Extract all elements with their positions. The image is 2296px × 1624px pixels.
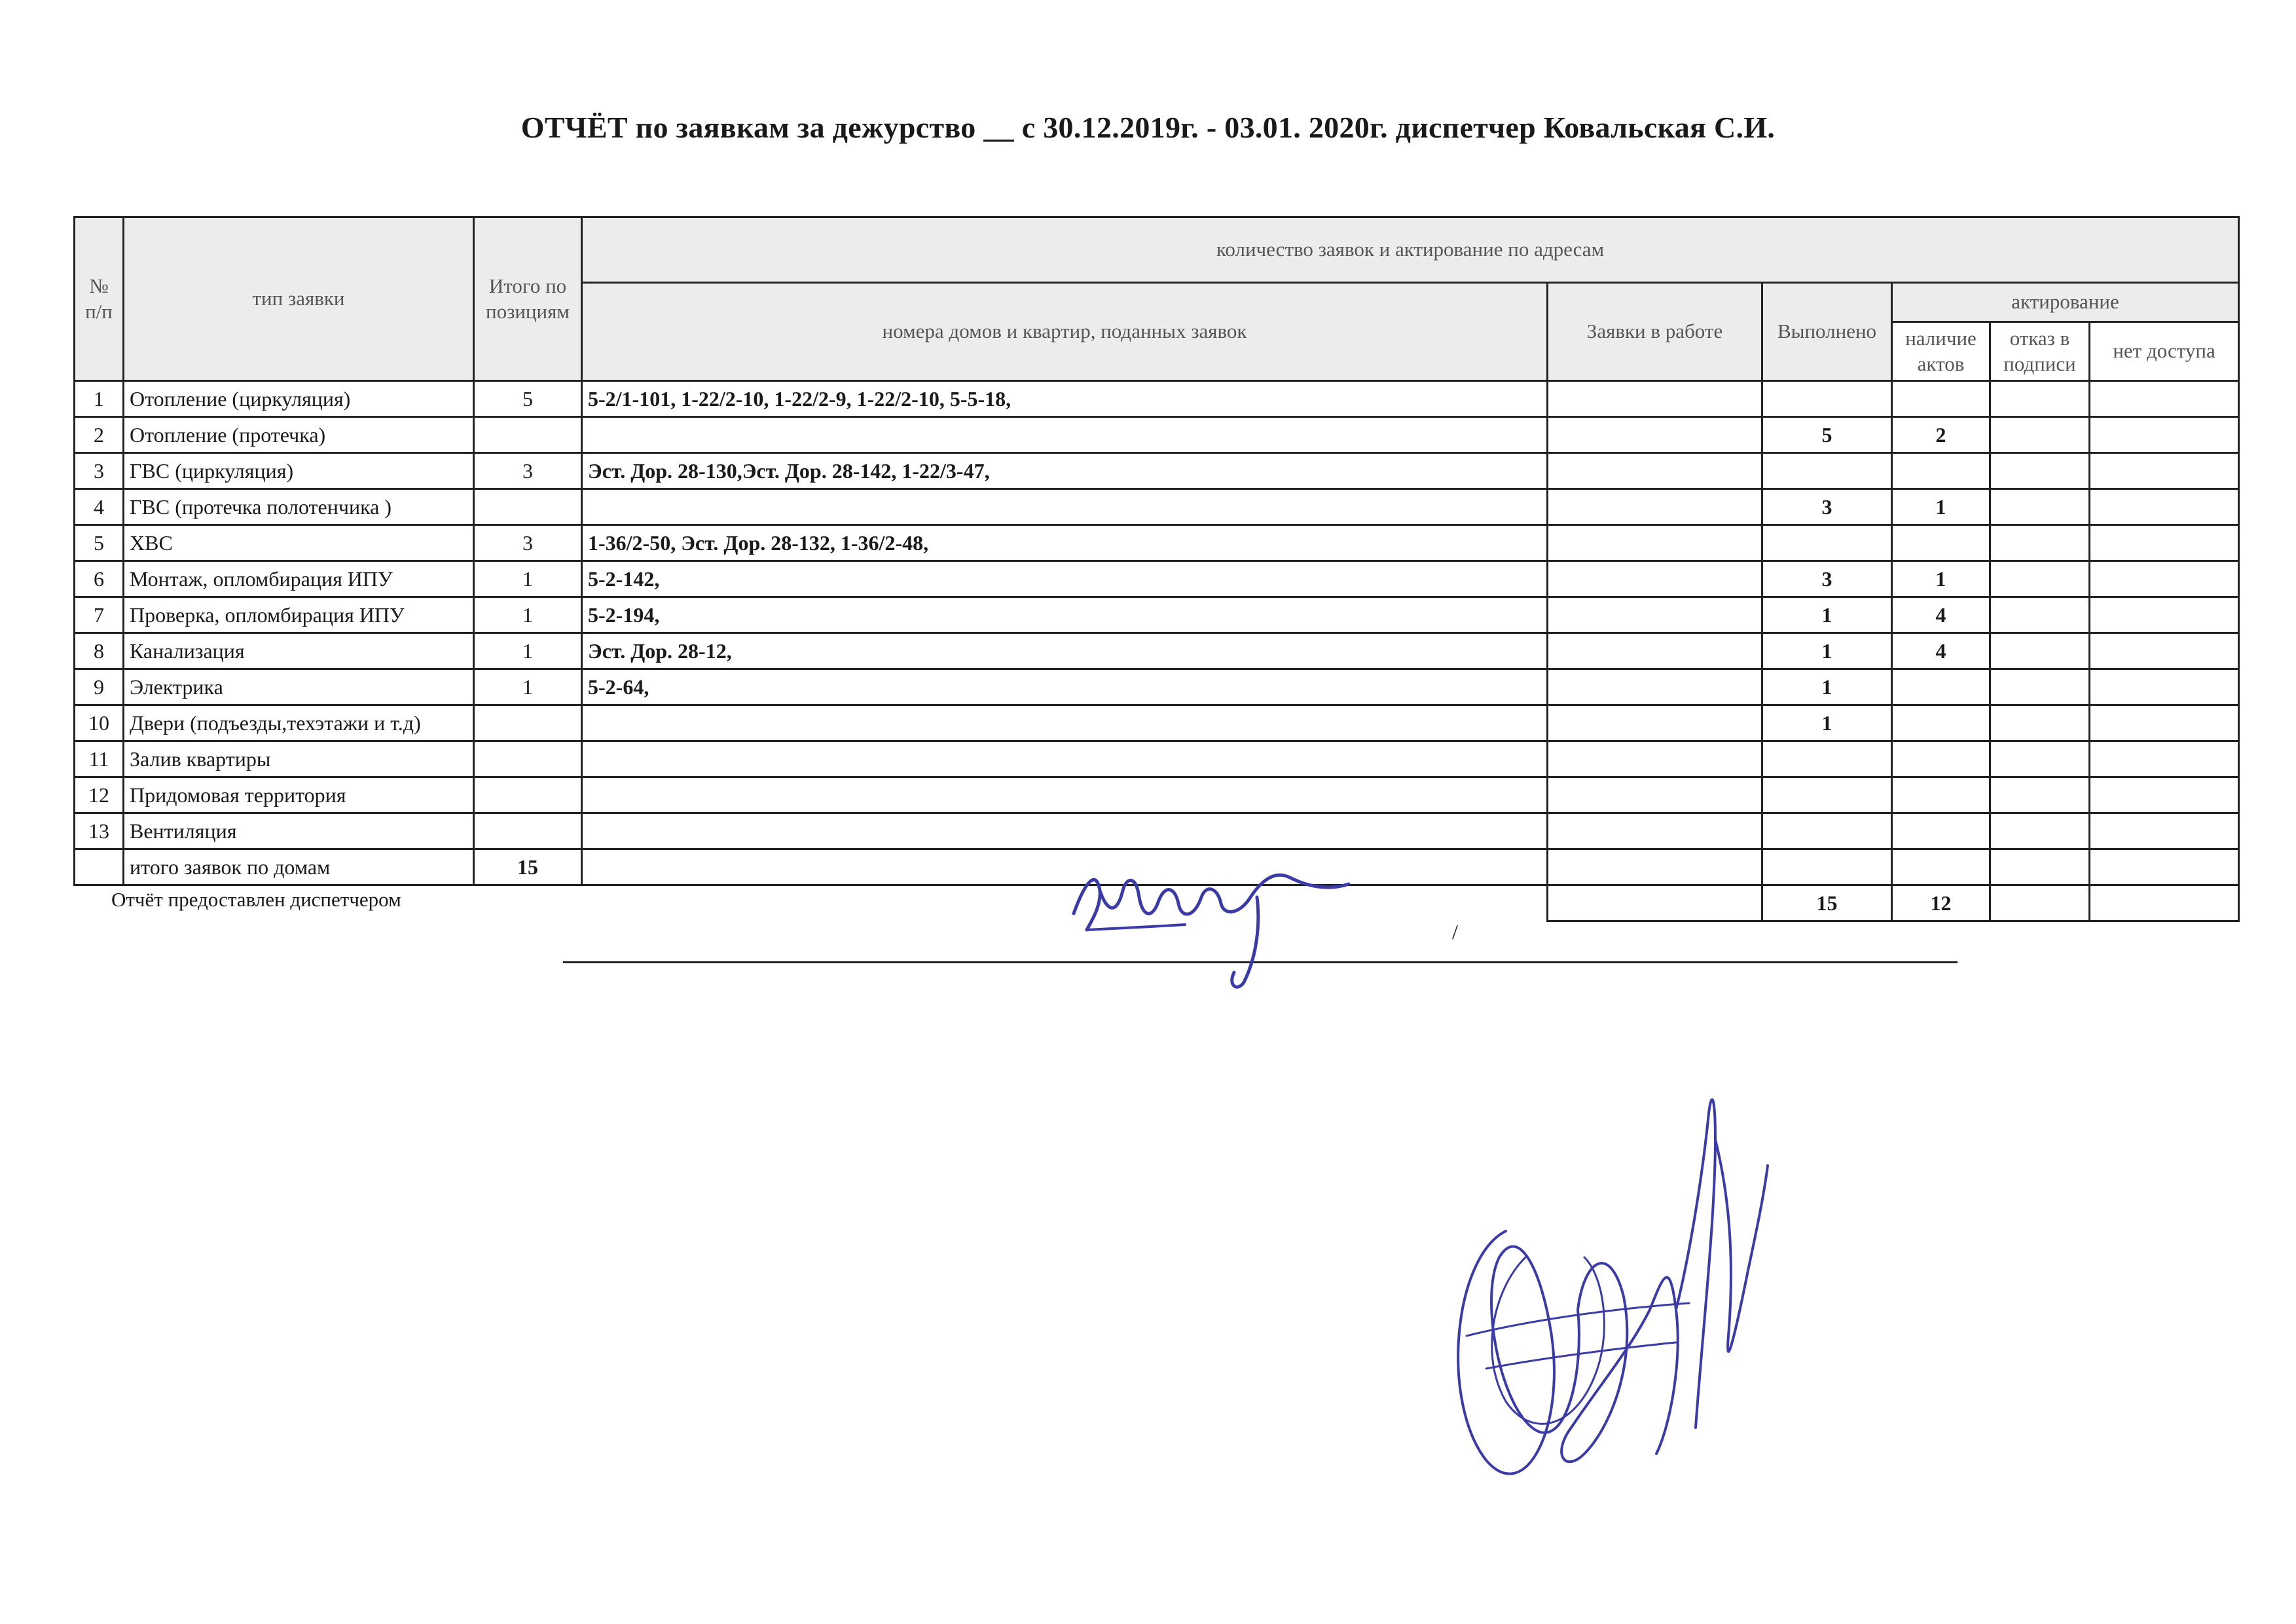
row-in-work	[1548, 453, 1762, 489]
row-addresses: Эст. Дор. 28-130,Эст. Дор. 28-142, 1-22/3-47,	[582, 453, 1548, 489]
row-addresses	[582, 489, 1548, 525]
row-done: 3	[1762, 489, 1892, 525]
handwritten-signature-1	[1061, 851, 1401, 995]
row-done	[1762, 381, 1892, 417]
row-addresses	[582, 777, 1548, 813]
row-acts	[1892, 777, 1990, 813]
row-done	[1762, 777, 1892, 813]
row-number: 5	[75, 525, 124, 561]
table-row	[75, 417, 2239, 453]
row-no-access	[2090, 669, 2239, 705]
row-type: Двери (подъезды,техэтажи и т.д)	[124, 705, 474, 741]
row-no-access	[2090, 489, 2239, 525]
final-done: 15	[1762, 885, 1892, 921]
row-no-access	[2090, 453, 2239, 489]
header-no-access: нет доступа	[2090, 322, 2239, 381]
final-refusal	[1990, 885, 2090, 921]
row-done	[1762, 453, 1892, 489]
row-in-work	[1548, 777, 1762, 813]
row-addresses: 5-2-64,	[582, 669, 1548, 705]
row-no-access	[2090, 597, 2239, 633]
row-done	[1762, 813, 1892, 849]
footer-label: Отчёт предоставлен диспетчером	[111, 888, 401, 911]
row-in-work	[1548, 813, 1762, 849]
row-refusal	[1990, 597, 2090, 633]
header-acts: наличие актов	[1892, 322, 1990, 381]
row-number: 2	[75, 417, 124, 453]
report-title: ОТЧЁТ по заявкам за дежурство __ с 30.12.2019г. - 03.01. 2020г. диспетчер Ковальская С.И.	[520, 111, 1776, 144]
table-row	[75, 669, 2239, 705]
row-refusal	[1990, 669, 2090, 705]
row-acts	[1892, 705, 1990, 741]
table-row	[75, 525, 2239, 561]
row-in-work	[1548, 489, 1762, 525]
final-acts: 12	[1892, 885, 1990, 921]
row-refusal	[1990, 705, 2090, 741]
row-addresses	[582, 741, 1548, 777]
row-no-access	[2090, 777, 2239, 813]
row-addresses: 5-2/1-101, 1-22/2-10, 1-22/2-9, 1-22/2-10, 5-5-18,	[582, 381, 1548, 417]
header-done: Выполнено	[1762, 283, 1892, 381]
row-in-work	[1548, 705, 1762, 741]
row-acts: 1	[1892, 489, 1990, 525]
row-total: 1	[474, 669, 582, 705]
row-acts	[1892, 525, 1990, 561]
row-refusal	[1990, 813, 2090, 849]
row-in-work	[1548, 669, 1762, 705]
row-in-work	[1548, 417, 1762, 453]
row-type: Проверка, опломбирация ИПУ	[124, 597, 474, 633]
table-row	[75, 633, 2239, 669]
final-no-access	[2090, 885, 2239, 921]
row-in-work	[1548, 741, 1762, 777]
totals-in-work	[1548, 849, 1762, 885]
row-addresses: Эст. Дор. 28-12,	[582, 633, 1548, 669]
row-refusal	[1990, 633, 2090, 669]
row-addresses	[582, 705, 1548, 741]
final-blank	[474, 885, 582, 921]
table-row	[75, 741, 2239, 777]
row-done: 1	[1762, 597, 1892, 633]
row-addresses	[582, 417, 1548, 453]
signature-slash: /	[1452, 920, 1458, 944]
row-no-access	[2090, 741, 2239, 777]
header-group: количество заявок и актирование по адресам	[582, 217, 2239, 283]
row-acts	[1892, 741, 1990, 777]
row-type: Электрика	[124, 669, 474, 705]
row-acts	[1892, 453, 1990, 489]
row-no-access	[2090, 561, 2239, 597]
totals-num	[75, 849, 124, 885]
row-in-work	[1548, 525, 1762, 561]
row-acts: 1	[1892, 561, 1990, 597]
row-addresses: 1-36/2-50, Эст. Дор. 28-132, 1-36/2-48,	[582, 525, 1548, 561]
row-refusal	[1990, 561, 2090, 597]
row-no-access	[2090, 705, 2239, 741]
row-number: 7	[75, 597, 124, 633]
row-done: 1	[1762, 705, 1892, 741]
row-number: 13	[75, 813, 124, 849]
row-number: 11	[75, 741, 124, 777]
header-type: тип заявки	[124, 217, 474, 381]
row-number: 3	[75, 453, 124, 489]
table-row	[75, 813, 2239, 849]
row-total: 3	[474, 525, 582, 561]
table-row	[75, 705, 2239, 741]
row-no-access	[2090, 525, 2239, 561]
totals-no-access	[2090, 849, 2239, 885]
final-in-work	[1548, 885, 1762, 921]
row-type: ГВС (циркуляция)	[124, 453, 474, 489]
table-row	[75, 561, 2239, 597]
row-refusal	[1990, 417, 2090, 453]
row-total: 1	[474, 633, 582, 669]
row-type: ХВС	[124, 525, 474, 561]
totals-acts	[1892, 849, 1990, 885]
totals-done	[1762, 849, 1892, 885]
row-done: 1	[1762, 669, 1892, 705]
row-type: Монтаж, опломбирация ИПУ	[124, 561, 474, 597]
row-total	[474, 813, 582, 849]
table-row	[75, 597, 2239, 633]
row-acts	[1892, 813, 1990, 849]
totals-label: итого заявок по домам	[124, 849, 474, 885]
row-number: 9	[75, 669, 124, 705]
row-type: Отопление (протечка)	[124, 417, 474, 453]
handwritten-signature-2	[1427, 1061, 1794, 1519]
row-refusal	[1990, 453, 2090, 489]
header-total: Итого по позициям	[474, 217, 582, 381]
row-total: 3	[474, 453, 582, 489]
row-refusal	[1990, 525, 2090, 561]
table-row	[75, 489, 2239, 525]
totals-refusal	[1990, 849, 2090, 885]
table-row	[75, 381, 2239, 417]
table-row	[75, 453, 2239, 489]
header-in-work: Заявки в работе	[1548, 283, 1762, 381]
row-type: Канализация	[124, 633, 474, 669]
row-total	[474, 417, 582, 453]
row-addresses: 5-2-142,	[582, 561, 1548, 597]
row-type: Залив квартиры	[124, 741, 474, 777]
row-total	[474, 489, 582, 525]
row-total: 5	[474, 381, 582, 417]
row-total: 1	[474, 597, 582, 633]
row-in-work	[1548, 633, 1762, 669]
row-done: 5	[1762, 417, 1892, 453]
row-total: 1	[474, 561, 582, 597]
row-no-access	[2090, 813, 2239, 849]
row-number: 6	[75, 561, 124, 597]
row-done	[1762, 741, 1892, 777]
row-total	[474, 705, 582, 741]
row-no-access	[2090, 633, 2239, 669]
row-total	[474, 777, 582, 813]
table-body	[75, 381, 2239, 849]
header-refusal: отказ в подписи	[1990, 322, 2090, 381]
row-acts	[1892, 381, 1990, 417]
row-refusal	[1990, 381, 2090, 417]
header-acting: актирование	[1892, 283, 2239, 322]
row-acts: 4	[1892, 633, 1990, 669]
row-done: 3	[1762, 561, 1892, 597]
row-addresses	[582, 813, 1548, 849]
row-no-access	[2090, 381, 2239, 417]
row-number: 12	[75, 777, 124, 813]
totals-total: 15	[474, 849, 582, 885]
row-done: 1	[1762, 633, 1892, 669]
row-in-work	[1548, 381, 1762, 417]
row-number: 8	[75, 633, 124, 669]
row-acts: 4	[1892, 597, 1990, 633]
row-type: Отопление (циркуляция)	[124, 381, 474, 417]
row-done	[1762, 525, 1892, 561]
table-row	[75, 777, 2239, 813]
row-number: 1	[75, 381, 124, 417]
row-in-work	[1548, 561, 1762, 597]
row-refusal	[1990, 777, 2090, 813]
row-acts: 2	[1892, 417, 1990, 453]
row-total	[474, 741, 582, 777]
report-table	[73, 216, 2240, 922]
row-refusal	[1990, 489, 2090, 525]
row-type: ГВС (протечка полотенчика )	[124, 489, 474, 525]
row-addresses: 5-2-194,	[582, 597, 1548, 633]
row-type: Вентиляция	[124, 813, 474, 849]
row-type: Придомовая территория	[124, 777, 474, 813]
row-number: 10	[75, 705, 124, 741]
row-acts	[1892, 669, 1990, 705]
row-in-work	[1548, 597, 1762, 633]
row-refusal	[1990, 741, 2090, 777]
row-no-access	[2090, 417, 2239, 453]
row-number: 4	[75, 489, 124, 525]
header-num: № п/п	[75, 217, 124, 381]
header-addresses: номера домов и квартир, поданных заявок	[582, 283, 1548, 381]
